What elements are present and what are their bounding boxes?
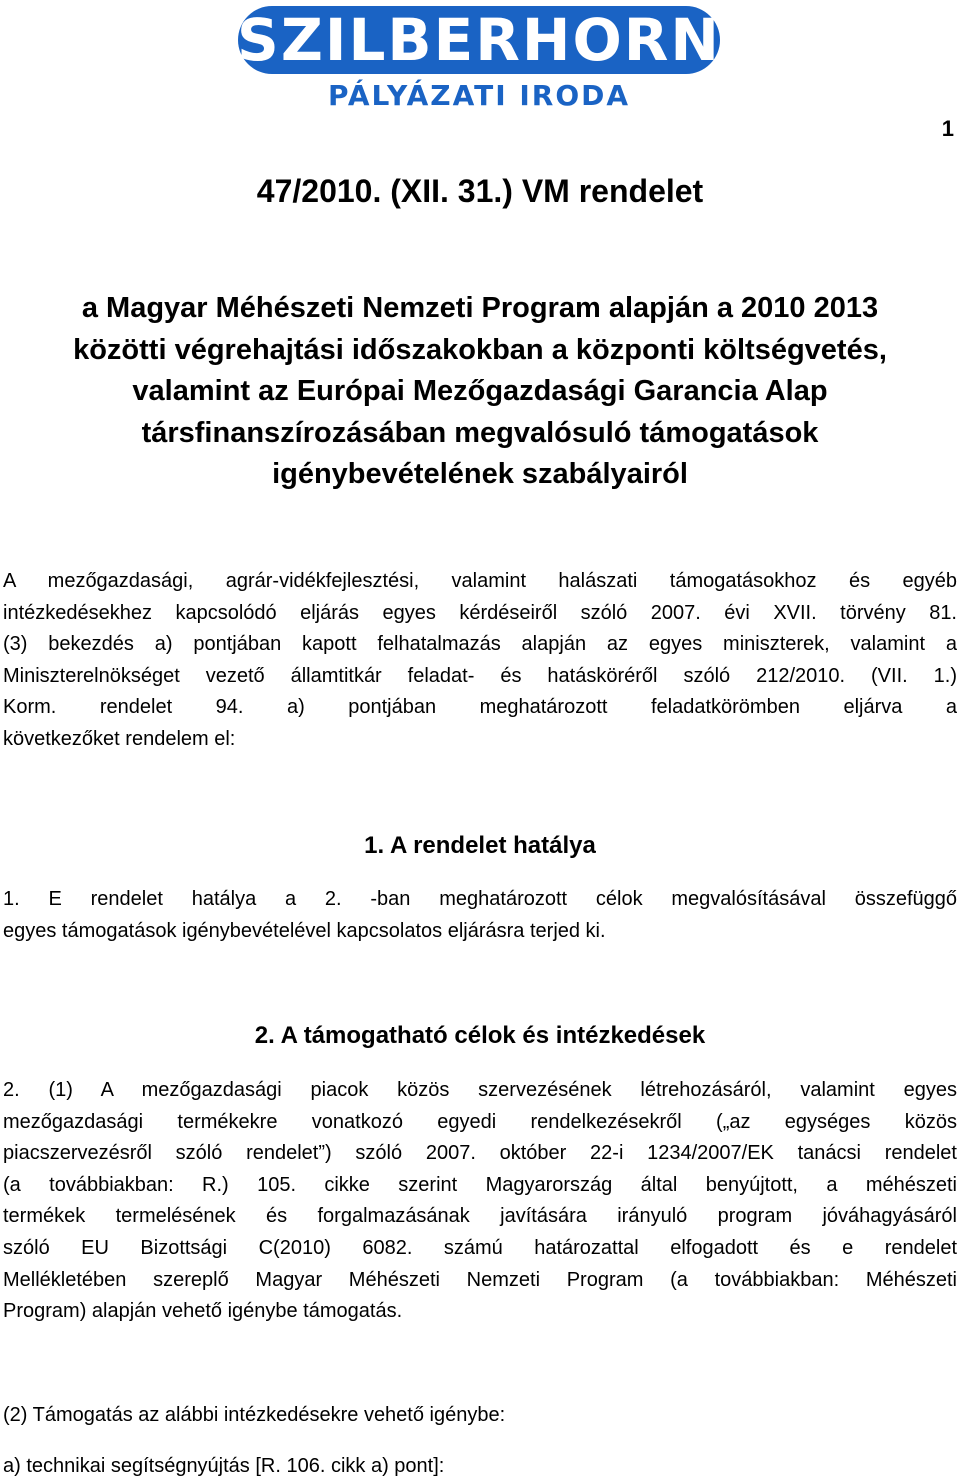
text-line: termékek termelésének és forgalmazásának javítására irányuló program jóváhagyásáról xyxy=(3,1205,957,1228)
text-line: Korm. rendelet 94. a) pontjában meghatározott feladatkörömben eljárva a xyxy=(3,696,957,719)
subtitle-line: társfinanszírozásában megvalósuló támogatások xyxy=(141,416,819,449)
text-line: szóló EU Bizottsági C(2010) 6082. számú határozattal elfogadott és e rendelet xyxy=(3,1236,957,1259)
section2-paragraph xyxy=(3,1075,957,1328)
document-subtitle xyxy=(0,288,960,496)
page-number: 1 xyxy=(941,116,954,141)
text-line: Miniszterelnökséget vezető államtitkár feladat- és hatásköréről szóló 212/2010. (VII. 1.) xyxy=(3,664,957,687)
text-line: következőket rendelem el: xyxy=(3,727,236,750)
text-line: mezőgazdasági termékekre vonatkozó egyedi rendelkezésekről („az egységes közös xyxy=(3,1110,957,1133)
subtitle-line: igénybevételének szabályairól xyxy=(272,458,688,490)
text-line: egyes támogatások igénybevételével kapcsolatos eljárásra terjed ki. xyxy=(3,919,606,942)
text-line: A mezőgazdasági, agrár-vidékfejlesztési, valamint halászati támogatásokhoz és egyéb xyxy=(3,570,957,592)
section2-item-a: a) technikai segítségnyújtás [R. 106. cikk a) pont]: xyxy=(3,1455,445,1477)
text-line: intézkedésekhez kapcsolódó eljárás egyes kérdéseiről szóló 2007. évi XVII. törvény 81. xyxy=(3,601,957,624)
text-line: (3) bekezdés a) pontjában kapott felhatalmazás alapján az egyes miniszterek, valamint a xyxy=(3,633,957,656)
text-line: 1. E rendelet hatálya a 2. -ban meghatározott célok megvalósításával összefüggő xyxy=(3,888,957,910)
subtitle-line: a Magyar Méhészeti Nemzeti Program alapján a 2010 2013 xyxy=(81,292,879,324)
section1-paragraph xyxy=(3,884,957,947)
subtitle-line: valamint az Európai Mezőgazdasági Garancia Alap xyxy=(132,375,828,407)
logo-tagline: PÁLYÁZATI IRODA xyxy=(327,79,631,112)
text-line: piacszervezésről szóló rendelet”) szóló 2007. október 22-i 1234/2007/EK tanácsi rendelet xyxy=(3,1142,957,1165)
logo-banner xyxy=(238,6,720,74)
document-title: 47/2010. (XII. 31.) VM rendelet xyxy=(256,173,704,209)
section-heading-2: 2. A támogatható célok és intézkedések xyxy=(254,1022,706,1049)
preamble-paragraph xyxy=(3,566,957,756)
section-heading-1: 1. A rendelet hatálya xyxy=(364,832,596,859)
text-line: Program) alapján vehető igénybe támogatás. xyxy=(3,1300,403,1323)
text-line: (a továbbiakban: R.) 105. cikke szerint Magyarország által benyújtott, a méhészeti xyxy=(3,1173,957,1196)
company-logo xyxy=(238,6,720,112)
text-line: Mellékletében szereplő Magyar Méhészeti Nemzeti Program (a továbbiakban: Méhészeti xyxy=(3,1268,957,1291)
subtitle-line: közötti végrehajtási időszakokban a központi költségvetés, xyxy=(73,333,887,366)
logo-name: SZILBERHORN xyxy=(237,6,721,74)
text-line: 2. (1) A mezőgazdasági piacok közös szervezésének létrehozásáról, valamint egyes xyxy=(3,1079,957,1101)
section2-paragraph-2: (2) Támogatás az alábbi intézkedésekre vehető igénybe: xyxy=(3,1404,506,1426)
